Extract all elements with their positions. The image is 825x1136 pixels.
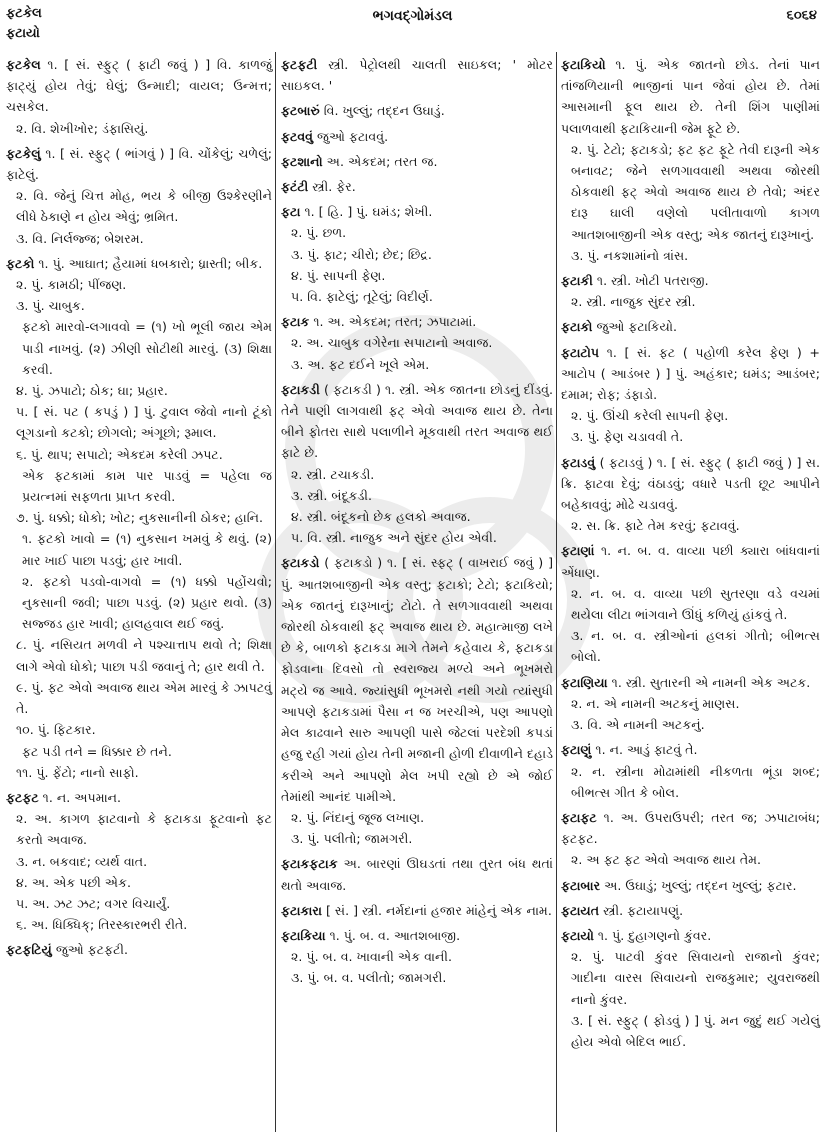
- headword: ફટાકફટાક: [281, 856, 338, 872]
- definition: ૧. પું. એક જાતનો છોડ. તેનાં પાન તાંજળિયાની ભાજીનાં પાન જેવાં હોય છે. તેમાં આસમાની ફૂલ થાય છે. તેની શિંગ પાણીમાં પલાળવાથી ફટાકિયાની જેમ ફૂટે છે.: [561, 57, 820, 136]
- idiom-line: ફટ પડી તને = ધિક્કાર છે તને.: [22, 743, 172, 759]
- entry-first-line: [6, 54, 272, 118]
- dictionary-entry: [561, 540, 820, 667]
- sense-line: ૨. ન. સ્ત્રીના મોઢામાંથી નીકળતા ભૂંડા શબ્દ; બીભત્સ ગીત કે બોલ.: [571, 763, 820, 800]
- column-1: [6, 54, 272, 965]
- sense-line: ૩. પું. બ. વ. પલીતો; જામગરી.: [291, 970, 447, 986]
- headword: ફટાકડી: [281, 381, 320, 397]
- sense-line: ૪. સ્ત્રી. બંદૂકનો છેક હલકો અવાજ.: [291, 509, 471, 525]
- entry-first-line: [281, 100, 553, 121]
- sense-line: ૩. ન. બ. વ. સ્ત્રીઓનાં હલકાં ગીતો; બીભત્સ બોલો.: [571, 628, 820, 665]
- definition: અ. ઉઘાડું; ખુલ્લું; તદ્દન ખુલ્લું; ફટાર.: [604, 877, 797, 893]
- sense-line: ૨. સ્ત્રી. ટચાકડી.: [291, 466, 375, 482]
- entry-first-line: [281, 201, 553, 222]
- headword: ફટાકારા: [281, 902, 322, 918]
- sense-line: ૨. પું. કામઠી; પીંજણ.: [16, 277, 127, 293]
- dictionary-entry: [281, 900, 553, 921]
- headword: ફટાબાર: [561, 877, 601, 893]
- sense-line: ૪. અ. એક પછી એક.: [16, 874, 131, 890]
- dictionary-entry: [281, 853, 553, 895]
- headword: ફટાયત: [561, 902, 600, 918]
- headword: ફટાટોપ: [561, 344, 600, 360]
- headword: ફટાયો: [561, 927, 594, 943]
- headword: ફટાકિયા: [281, 927, 326, 943]
- definition: જુઓ ફટાવવું.: [317, 128, 389, 144]
- headword: ફટશાનો: [281, 153, 323, 169]
- sense-line: ૨. વિ. જેનું ચિત્ત મોહ, ભય કે બીજી ઉશ્કેરણીને લીધે ઠેકાણે ન હોય એવું; ભ્રમિત.: [16, 188, 272, 225]
- dictionary-entry: [281, 176, 553, 197]
- definition: ૧. પું. દુહાગણનો કુંવર.: [597, 927, 712, 943]
- column-2: [281, 54, 553, 993]
- idiom-line: ૨. ફટકો પડવો-વાગવો = (૧) ધક્કો પહોંચવો; નુકસાની જવી; પાછા પડવું. (૨) પ્રહાર થવો. (૩) સજ્જડ હાર ખાવી; હાલહવાલ થઈ જવું.: [22, 573, 272, 632]
- entry-first-line: [561, 342, 820, 406]
- dictionary-entry: [561, 54, 820, 266]
- entry-first-line: [561, 270, 820, 291]
- definition: ૧. ન. અપમાન.: [42, 789, 122, 805]
- definition: ૧. [ સં. ફટ ( પહોળી કરેલ ફેણ ) + આટોપ ( આડંબર ) ] પું. અહંકાર; ઘમંડ; આડંબર; દમામ; રોફ; ડંફાડો.: [561, 344, 820, 403]
- dictionary-entry: [561, 342, 820, 448]
- entry-first-line: [561, 540, 820, 582]
- headword: ફટાણું: [561, 742, 592, 758]
- definition: ( ફટાકડી ) ૧. સ્ત્રી. એક જાતના છોડનું દીંડવું. તેને પાણી લાગવાથી ફટ્ એવો અવાજ થાય છે. તેના બીને ફોતરા સાથે પલાળીને મૂકવાથી તરત અવાજ થઈ ફાટે છે.: [281, 381, 553, 461]
- dictionary-entry: [281, 925, 553, 989]
- entry-first-line: [6, 253, 272, 274]
- entry-first-line: [561, 807, 820, 849]
- sense-line: ૨. સ. ક્રિ. ફાટે તેમ કરવું; ફટાવવું.: [571, 518, 740, 534]
- headword: ફટફટી: [281, 57, 318, 72]
- entry-first-line: [561, 54, 820, 139]
- definition: ૧. ન. બ. વ. વાવ્યા પછી ક્યારા બાંધવાનાં એંધાણ.: [561, 543, 820, 580]
- definition: ૧. [ હિ. ] પું. ઘમંડ; શેખી.: [304, 204, 433, 220]
- definition: ( ફટાડવું ) ૧. [ સં. સ્ફુટ્ ( ફાટી જવું ) ] સ. ક્રિ. ફાટવા દેવું; વંઠાડવું; વધારે પડતી છૂટ આપીને બહેકાવવું; મોઢે ચડાવવું.: [561, 454, 820, 513]
- page-title: ભગવદ્ગોમંડલ: [372, 8, 453, 24]
- definition: ( ફટાકડો ) ૧. [ સં. સ્ફટ્ ( વાખરાઈ જવું ) ] પું. આતશબાજીની એક વસ્તુ; ફટાકો; ટેટો; ફટાકિયો; એક જાતનું દારૂખાનું; ટોટો. તે સળગાવવાથી અથવા જોરથી ઠોકવાથી ફટ્ અવાજ થાય છે. મહાત્માજી લખે છે કે, બાળકો ફટાકડા માગે તેમને કહેવાય કે, ફટાકડા ફોડવાના દિવસો તો સ્વરાજ્ય મળ્યે અને ભૂખમરો મટ્યે જ આવે. જ્યાંસુધી ભૂખમરો નથી ગયો ત્યાંસુધી આપણે ફટાકડામાં પૈસા ન જ ખરચીએ, પણ આપણો મેલ કાઢવાને સારુ આપણી પાસે જેટલાં પરદેશી કપડાં હજુ રહી ગયાં હોય તેની મજાની હોળી દીવાળીને દહાડે કરીએ અને આપણો મેલ ખપી રહ્યો છે એ જોઈ તેમાંથી આનંદ પામીએ.: [281, 555, 553, 804]
- sense-line: ૩. પું. ફેણ ચડાવવી તે.: [571, 429, 684, 445]
- dictionary-entry: [281, 379, 553, 549]
- sense-line: ૨. સ્ત્રી. નાજુક સુંદર સ્ત્રી.: [571, 294, 696, 310]
- sense-line: ૪. પું. સાપની ફેણ.: [291, 267, 386, 283]
- dictionary-entry: [6, 143, 272, 249]
- sense-line: ૨. ન. એ નામની અટકનું માણસ.: [571, 695, 740, 711]
- definition: ૧. સ્ત્રી. સુતારની એ નામની એક અટક.: [611, 674, 811, 690]
- sense-line: ૫. વિ. ફાટેલું; તૂટેલું; વિદીર્ણ.: [291, 289, 433, 305]
- definition: ૧. પું. આઘાત; હૈયામાં ધબકારો; ધ્રાસ્તી; બીક.: [38, 255, 263, 271]
- definition: સ્ત્રી. ફેર.: [312, 179, 356, 195]
- headword: ફટા: [281, 204, 301, 220]
- definition: ૧. [ સં. સ્ફુટ્ ( ભાંગવું ) ] વિ. ચોંકેલું; ચળેલું; ફાટેલું.: [6, 145, 272, 183]
- dictionary-entry: [561, 875, 820, 896]
- headword: ફટકેલ: [6, 57, 41, 72]
- headword: ફટાકડો: [281, 555, 320, 571]
- page-number: ૬૦૬૪: [786, 8, 817, 23]
- entry-first-line: [561, 672, 820, 693]
- guide-word-first: ફટકેલ: [6, 6, 42, 21]
- dictionary-entry: [281, 552, 553, 849]
- sense-line: ૨. પું. પાટવી કુંવર સિવાયનો રાજાનો કુંવર; ગાદીના વારસ સિવાયનો રાજકુમાર; યુવરાજથી નાનો કુંવર.: [571, 949, 820, 1007]
- headword: ફટબારું: [281, 103, 320, 119]
- sense-line: ૧૧. પું. ફેંટો; નાનો સાફો.: [16, 764, 139, 780]
- headword: ફટફટિયું: [6, 942, 52, 958]
- entry-first-line: [6, 939, 272, 960]
- sense-line: ૧૦. પું. ફિટકાર.: [16, 722, 96, 738]
- entry-first-line: [281, 54, 553, 96]
- headword: ફટાફટ: [561, 809, 597, 825]
- dictionary-entry: [281, 311, 553, 375]
- sense-line: ૫. [ સં. પટ ( કપડું ) ] પું. ટુવાલ જેવો નાનો ટૂંકો લૂગડાનો કટકો; છોગલો; અંગૂછો; રૂમાલ.: [16, 404, 272, 441]
- dictionary-entry: [561, 807, 820, 871]
- dictionary-entry: [281, 151, 553, 172]
- sense-line: ૯. પું. ફટ એવો અવાજ થાય એમ મારવું કે ઝાપટવું તે.: [16, 679, 272, 717]
- sense-line: ૨. અ ફટ ફટ એવો અવાજ થાય તેમ.: [571, 852, 762, 868]
- entry-first-line: [561, 739, 820, 760]
- guide-word-last: ફટાયો: [6, 26, 40, 41]
- sense-line: ૩. પું. ફાટ; ચીરો; છેદ; છિદ્ર.: [291, 246, 432, 262]
- column-3: [561, 54, 820, 1056]
- sense-line: ૩. પું. પલીતો; જામગરી.: [291, 831, 413, 847]
- entry-first-line: [561, 316, 820, 337]
- entry-first-line: [281, 379, 553, 464]
- dictionary-entry: [561, 672, 820, 736]
- sense-line: ૮. પું. નસિયત મળવી ને પશ્ચાત્તાપ થવો તે; શિક્ષા લાગે એવો ધોકો; પાછા પડી જવાનું તે; હાર થવી તે.: [16, 637, 272, 674]
- definition: સ્ત્રી. પેટ્રોલથી ચાલતી સાઇકલ; ' મોટર સાઇકલ. ': [281, 57, 553, 94]
- headword: ફટવવું: [281, 128, 314, 144]
- definition: વિ. ખુલ્લું; તદ્દન ઉઘાડું.: [323, 103, 445, 119]
- definition: અ. બારણાં ઊઘડતાં તથા તુરત બંધ થતાં થતો અવાજ.: [281, 856, 553, 893]
- dictionary-entry: [6, 253, 272, 783]
- dictionary-entry: [281, 201, 553, 307]
- definition: ૧. અ. એકદમ; તરત; ઝપાટામાં.: [313, 314, 477, 330]
- entry-first-line: [6, 787, 272, 808]
- sense-line: ૩. વિ. નિર્લજ્જ; બેશરમ.: [16, 230, 144, 246]
- entry-first-line: [281, 126, 553, 147]
- sense-line: ૫. વિ. સ્ત્રી. નાજુક અને સુંદર હોય એવી.: [291, 530, 497, 546]
- sense-line: ૫. અ. ઝટ ઝટ; વગર વિચાર્યું.: [16, 895, 171, 911]
- page-header: [0, 0, 825, 50]
- definition: ૧. [ સં. સ્ફુટ્ ( ફાટી જવું ) ] વિ. કાળજું ફાટ્યું હોય તેવું; ઘેલું; ઉન્માદી; વાયલ; ઉન્મત્ત; ચસકેલ.: [6, 57, 272, 115]
- dictionary-entry: [561, 925, 820, 1052]
- dictionary-entry: [6, 939, 272, 960]
- sense-line: ૨. અ. કાગળ ફાટવાનો કે ફટાકડા ફૂટવાનો ફટ કરતો અવાજ.: [16, 811, 272, 848]
- idiom-line: ૧. ફટકો ખાવો = (૧) નુકસાન ખમવું કે થવું. (૨) માર ખાઈ પાછા પડવું; હાર ખાવી.: [22, 531, 272, 568]
- idiom-line: એક ફટકામાં કામ પાર પાડવું = પહેલા જ પ્રયત્નમાં સફળતા પ્રાપ્ત કરવી.: [22, 467, 272, 505]
- sense-line: ૭. પું. ધક્કો; ધોકો; ખોટ; નુકસાનીની ઠોકર; હાનિ.: [16, 510, 263, 526]
- entry-first-line: [281, 853, 553, 895]
- sense-line: ૨. પું. છળ.: [291, 225, 347, 241]
- sense-line: ૬. પું. થાપ; સપાટો; એકદમ કરેલી ઝપટ.: [16, 446, 223, 462]
- entry-first-line: [281, 925, 553, 946]
- dictionary-entry: [561, 270, 820, 312]
- headword: ફટફટ: [6, 789, 39, 805]
- definition: જુઓ ફટફટી.: [55, 942, 129, 958]
- definition: ૧. પું. બ. વ. આતશબાજી.: [329, 927, 461, 943]
- entry-first-line: [561, 875, 820, 896]
- entry-first-line: [561, 452, 820, 516]
- headword: ફટકેલું: [6, 145, 41, 161]
- sense-line: ૩. [ સં. સ્ફુટ્ ( ફોડવું ) ] પું. મન જુદું થઈ ગયેલું હોય એવો બેદિલ ભાઈ.: [571, 1012, 820, 1049]
- sense-line: ૩. પું. ચાબુક.: [16, 298, 85, 314]
- definition: અ. એકદમ; તરત જ.: [326, 153, 438, 169]
- definition: ૧. ન. આડું ફાટવું તે.: [595, 742, 698, 758]
- entry-first-line: [281, 151, 553, 172]
- sense-line: ૨. વિ. શેખીખોર; ડંફાસિયું.: [16, 120, 149, 136]
- headword: ફટાકો: [561, 319, 593, 335]
- sense-line: ૨. પું. નિંદાનું જૂજ લખાણ.: [291, 809, 425, 825]
- entry-first-line: [281, 552, 553, 806]
- definition: જુઓ ફટાકિયો.: [596, 319, 678, 335]
- sense-line: ૨. પું. ઊંચી કરેલી સાપની ફેણ.: [571, 408, 729, 424]
- entry-first-line: [281, 311, 553, 332]
- sense-line: ૨. પું. બ. વ. ખાવાની એક વાની.: [291, 949, 453, 965]
- sense-line: ૨. પું. ટેટો; ફટાકડો; ફટ ફટ ફૂટે તેવી દારૂની એક બનાવટ; જેને સળગાવવાથી અથવા જોરથી ઠોકવાથી ફટ્ એવો અવાજ થાય છે તેવો; અંદર દારૂ ઘાલી વણેલો પલીતાવાળો કાગળ આતશબાજીની એક વસ્તુ; એક જાતનું દારૂખાનું.: [571, 141, 820, 242]
- dictionary-entry: [561, 452, 820, 537]
- headword: ફટાણિયા: [561, 674, 608, 690]
- dictionary-entry: [281, 126, 553, 147]
- definition: ૧. સ્ત્રી. ખોટી પતરાજી.: [596, 273, 709, 289]
- dictionary-entry: [561, 316, 820, 337]
- headword: ફટાણાં: [561, 543, 595, 559]
- entry-first-line: [561, 900, 820, 921]
- headword: ફટાકી: [561, 273, 593, 289]
- column-divider: [275, 52, 276, 1132]
- definition: સ્ત્રી. ફટાયાપણું.: [603, 902, 684, 918]
- headword: ફટાક: [281, 314, 310, 330]
- headword: ફટાકિયો: [561, 57, 606, 72]
- definition: ૧. અ. ઉપરાઉપરી; તરત જ; ઝપાટાબંધ; ફટફટ.: [561, 809, 820, 847]
- dictionary-entry: [281, 100, 553, 121]
- entry-first-line: [561, 925, 820, 946]
- sense-line: ૩. ન. બકવાદ; વ્યર્થ વાત.: [16, 853, 148, 869]
- entry-first-line: [6, 143, 272, 185]
- entry-first-line: [281, 176, 553, 197]
- dictionary-entry: [561, 739, 820, 803]
- sense-line: ૩. સ્ત્રી. બંદૂકડી.: [291, 487, 372, 503]
- dictionary-entry: [561, 900, 820, 921]
- dictionary-entry: [281, 54, 553, 96]
- headword: ફટકો: [6, 255, 35, 271]
- sense-line: ૬. અ. ધિક્ધિક્; તિરસ્કારભરી રીતે.: [16, 917, 188, 933]
- sense-line: ૨. ન. બ. વ. વાવ્યા પછી સુતરણા વડે વચમાં થયેલા લીટા ભાંગવાને ઊંધું કળિયું હાંકવું તે.: [571, 585, 820, 623]
- sense-line: ૩. અ. ફટ દઈને ખૂલે એમ.: [291, 356, 430, 372]
- sense-line: ૩. વિ. એ નામની અટકનું.: [571, 717, 705, 733]
- dictionary-entry: [6, 54, 272, 139]
- sense-line: ૪. પું. ઝપાટો; ઠોક; ઘા; પ્રહાર.: [16, 383, 168, 399]
- definition: [ સં. ] સ્ત્રી. નર્મદાનાં હજાર માંહેનું એક નામ.: [326, 902, 552, 918]
- sense-line: ૨. અ. ચાબુક વગેરેના સપાટાનો અવાજ.: [291, 335, 493, 351]
- headword: ફટંટી: [281, 179, 309, 195]
- idiom-line: ફટકો મારવો-લગાવવો = (૧) ખો ભૂલી જાય એમ પાડી નાખવું. (૨) ઝીણી સોટીથી મારવું. (૩) શિક્ષા કરવી.: [22, 319, 272, 377]
- headword: ફટાડવું: [561, 454, 596, 470]
- column-divider: [556, 52, 557, 1132]
- sense-line: ૩. પું. નકશામાંનો ત્રાંસ.: [571, 247, 689, 263]
- entry-first-line: [281, 900, 553, 921]
- dictionary-entry: [6, 787, 272, 935]
